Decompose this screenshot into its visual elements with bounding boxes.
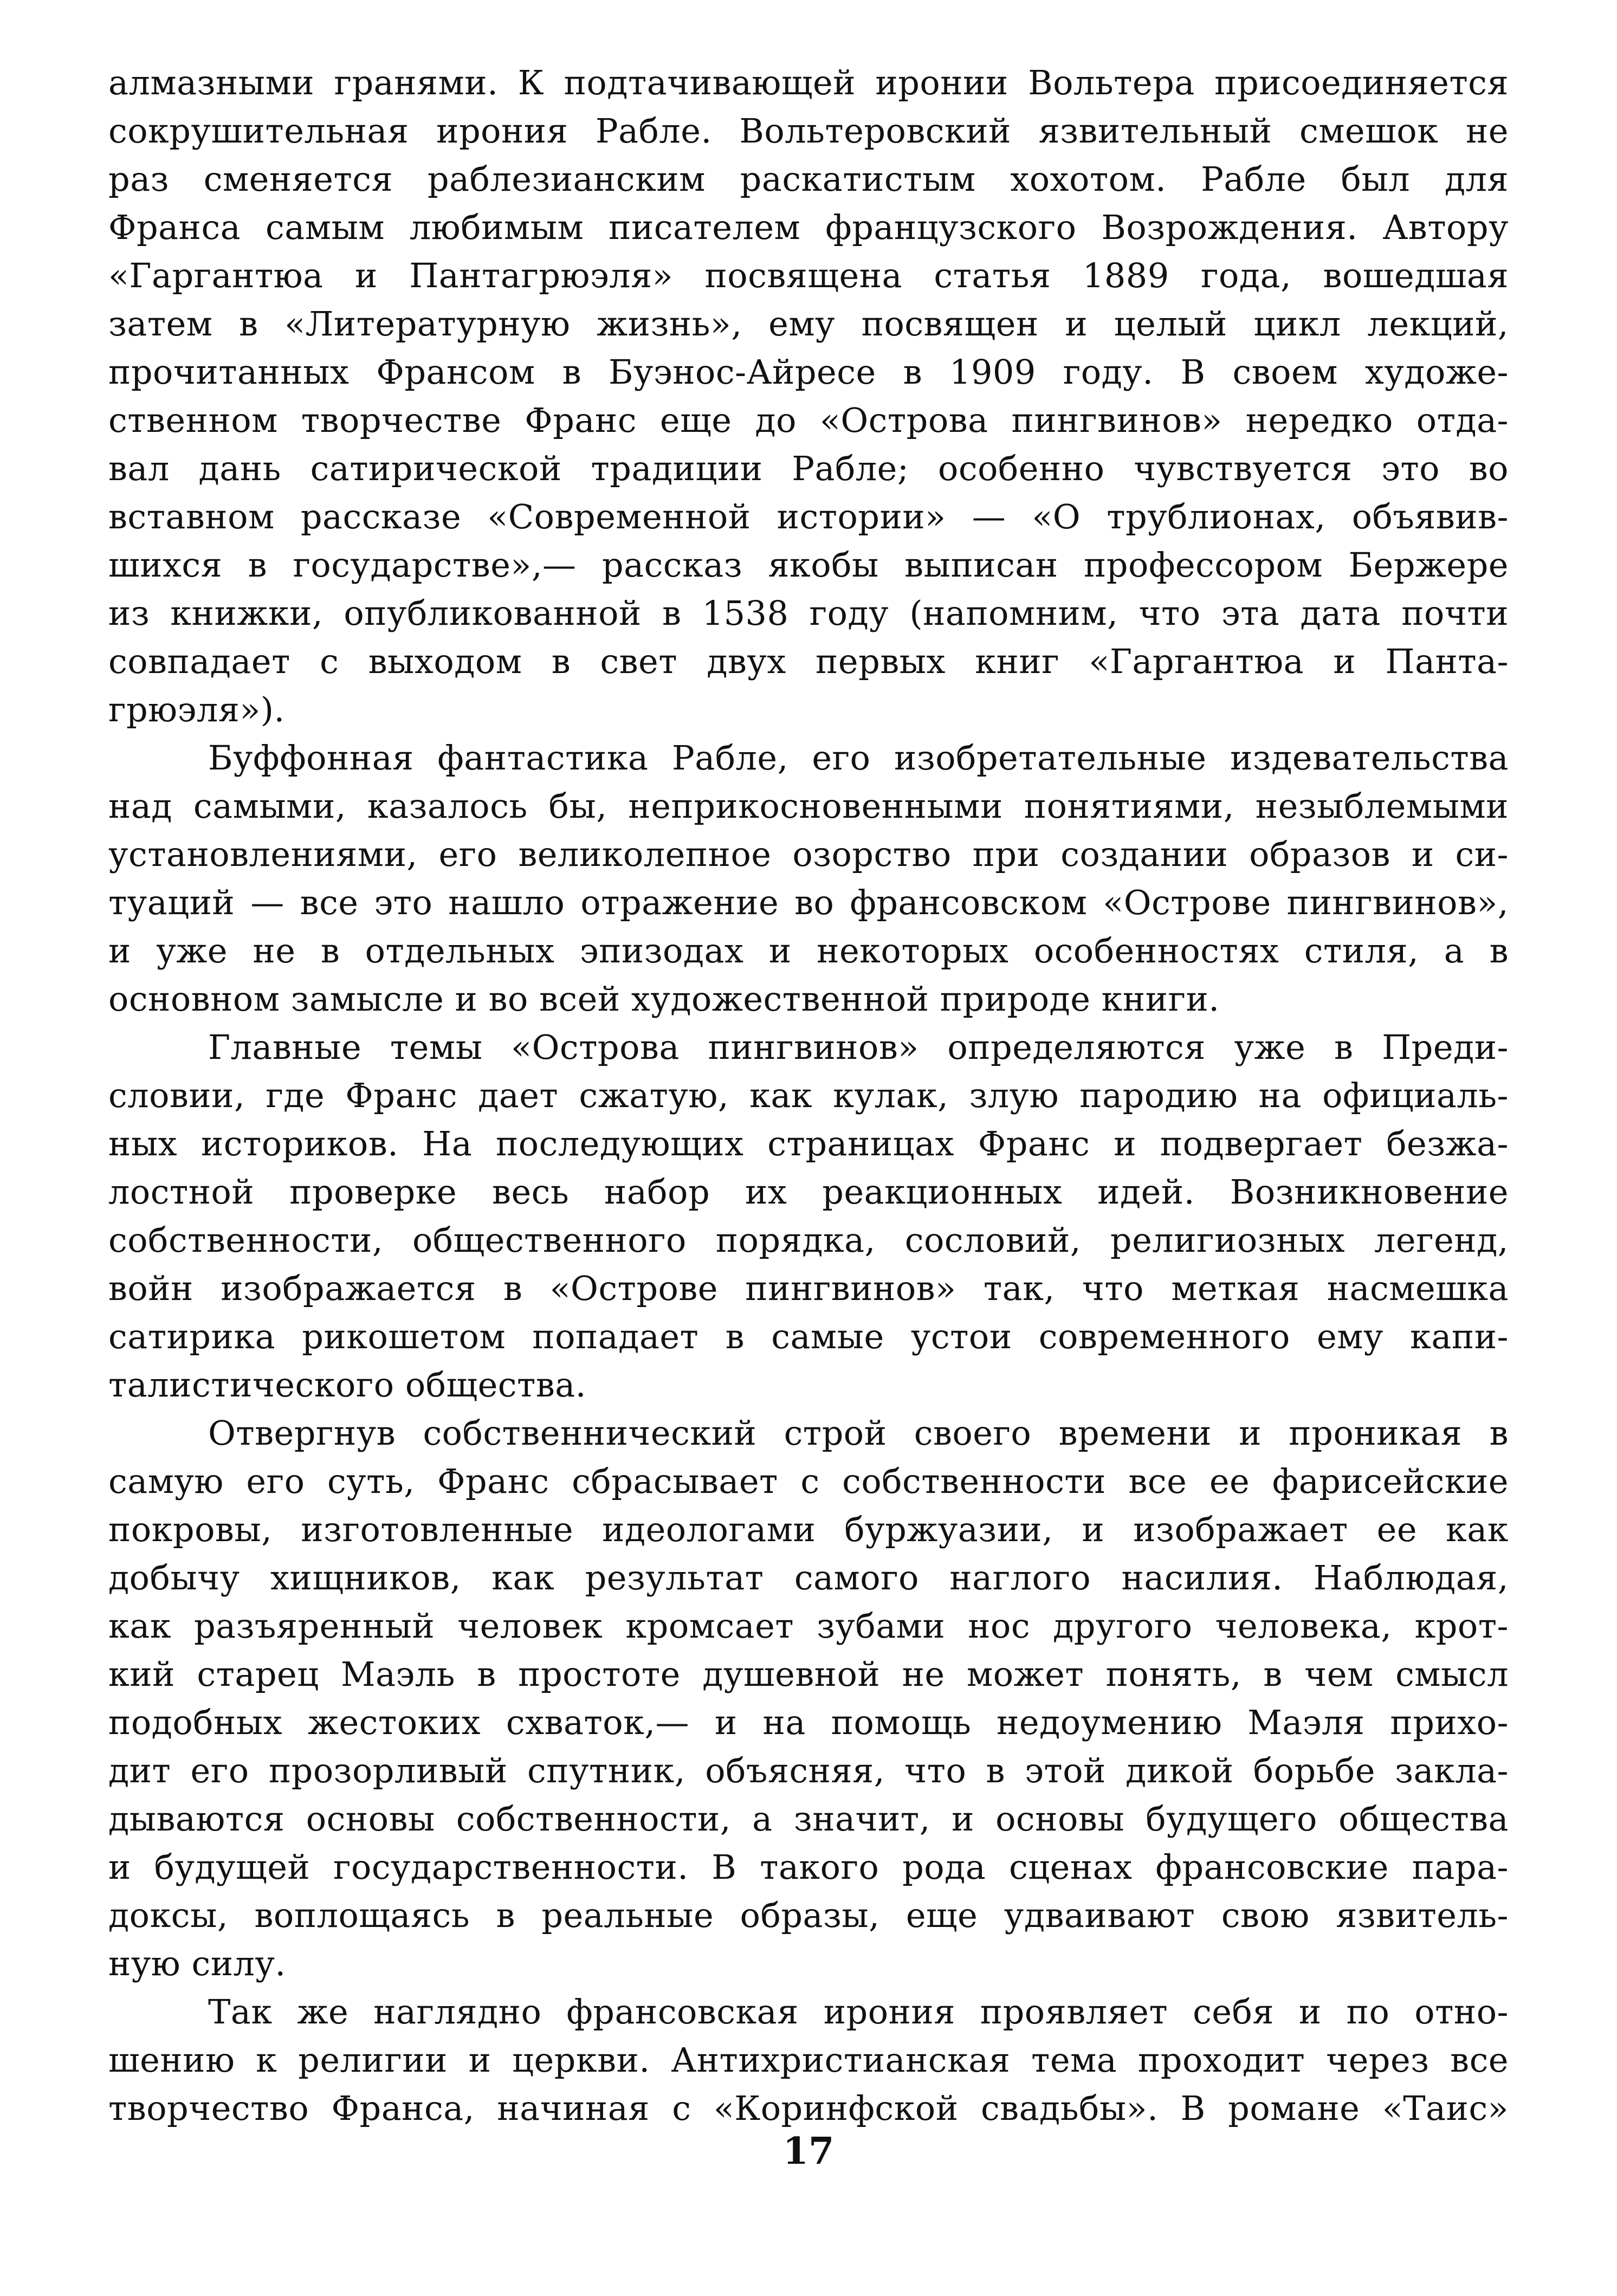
- text-line: доксы, воплощаясь в реальные образы, еще удваивают свою язвитель-: [108, 1896, 1509, 1935]
- text-line: раз сменяется раблезианским раскатистым хохотом. Рабле был для: [108, 159, 1509, 199]
- text-line: лостной проверке весь набор их реакционных идей. Возникновение: [108, 1172, 1509, 1212]
- text-line: установлениями, его великолепное озорство при создании образов и си-: [108, 835, 1509, 874]
- text-line: затем в «Литературную жизнь», ему посвящен и целый цикл лекций,: [108, 304, 1509, 344]
- text-line: войн изображается в «Острове пингвинов» так, что меткая насмешка: [108, 1269, 1509, 1308]
- text-line: ственном творчестве Франс еще до «Острова пингвинов» нередко отда-: [108, 400, 1509, 440]
- text-line: Франса самым любимым писателем французского Возрождения. Автору: [108, 208, 1509, 247]
- document-body: [108, 59, 1509, 2132]
- text-line: ную силу.: [108, 1944, 286, 1983]
- text-line: кий старец Маэль в простоте душевной не может понять, в чем смысл: [108, 1654, 1509, 1694]
- text-line: основном замысле и во всей художественной природе книги.: [108, 979, 1220, 1019]
- text-line: Буффонная фантастика Рабле, его изобретательные издевательства: [208, 738, 1509, 778]
- paragraph-2: [108, 734, 1509, 1023]
- text-line: вал дань сатирической традиции Рабле; особенно чувствуется это во: [108, 449, 1509, 488]
- text-line: совпадает с выходом в свет двух первых книг «Гаргантюа и Панта-: [108, 642, 1509, 681]
- text-line: словии, где Франс дает сжатую, как кулак, злую пародию на официаль-: [108, 1076, 1509, 1115]
- text-line: дываются основы собственности, а значит, и основы будущего общества: [108, 1799, 1509, 1839]
- text-line: над самыми, казалось бы, неприкосновенными понятиями, незыблемыми: [108, 786, 1509, 826]
- text-line: Отвергнув собственнический строй своего времени и проникая в: [208, 1413, 1509, 1453]
- text-line: покровы, изготовленные идеологами буржуазии, и изображает ее как: [108, 1510, 1509, 1549]
- text-line: сатирика рикошетом попадает в самые устои современного ему капи-: [108, 1317, 1509, 1356]
- text-line: шению к религии и церкви. Антихристианская тема проходит через все: [108, 2040, 1509, 2080]
- text-line: дит его прозорливый спутник, объясняя, что в этой дикой борьбе закла-: [108, 1751, 1509, 1790]
- text-line: алмазными гранями. К подтачивающей иронии Вольтера присоединяется: [108, 63, 1509, 102]
- text-line: талистического общества.: [108, 1365, 586, 1405]
- paragraph-4: [108, 1409, 1509, 1988]
- text-line: ных историков. На последующих страницах Франс и подвергает безжа-: [108, 1124, 1509, 1163]
- text-line: туаций — все это нашло отражение во франсовском «Острове пингвинов»,: [108, 883, 1509, 922]
- text-line: грюэля»).: [108, 690, 285, 729]
- text-line: сокрушительная ирония Рабле. Вольтеровский язвительный смешок не: [108, 111, 1509, 151]
- text-line: прочитанных Франсом в Буэнос-Айресе в 1909 году. В своем художе-: [108, 352, 1509, 392]
- page-number: 17: [782, 2130, 835, 2173]
- paragraph-1: [108, 59, 1509, 734]
- text-line: шихся в государстве»,— рассказ якобы выписан профессором Бержере: [108, 545, 1509, 585]
- text-line: Главные темы «Острова пингвинов» определяются уже в Преди-: [208, 1027, 1509, 1067]
- text-line: подобных жестоких схваток,— и на помощь недоумению Маэля прихо-: [108, 1703, 1509, 1742]
- paragraph-5: [108, 1988, 1509, 2132]
- text-line: собственности, общественного порядка, сословий, религиозных легенд,: [108, 1220, 1509, 1260]
- text-line: как разъяренный человек кромсает зубами нос другого человека, крот-: [108, 1606, 1509, 1646]
- text-line: и уже не в отдельных эпизодах и некоторых особенностях стиля, а в: [108, 931, 1509, 971]
- text-line: вставном рассказе «Современной истории» — «О трублионах, объявив-: [108, 497, 1509, 536]
- text-line: и будущей государственности. В такого рода сценах франсовские пара-: [108, 1847, 1509, 1887]
- text-line: из книжки, опубликованной в 1538 году (напомним, что эта дата почти: [108, 593, 1509, 633]
- text-line: творчество Франса, начиная с «Коринфской свадьбы». В романе «Таис»: [108, 2088, 1509, 2128]
- text-line: Так же наглядно франсовская ирония проявляет себя и по отно-: [208, 1992, 1509, 2032]
- text-line: «Гаргантюа и Пантагрюэля» посвящена статья 1889 года, вошедшая: [108, 256, 1509, 295]
- text-line: самую его суть, Франс сбрасывает с собственности все ее фарисейские: [108, 1461, 1509, 1501]
- paragraph-3: [108, 1023, 1509, 1409]
- text-line: добычу хищников, как результат самого наглого насилия. Наблюдая,: [108, 1558, 1509, 1598]
